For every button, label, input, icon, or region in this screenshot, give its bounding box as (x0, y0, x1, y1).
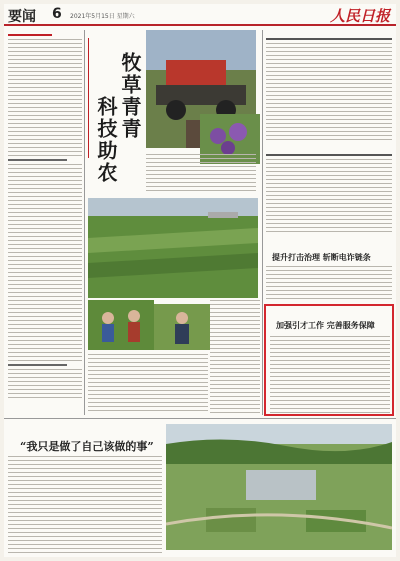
right-feature-text (210, 300, 260, 416)
farmer-photo (154, 304, 210, 350)
bottom-story-text (8, 456, 162, 556)
farmers-harvest-art (88, 300, 154, 350)
newspaper-page (4, 4, 396, 557)
page-number: 6 (52, 6, 62, 22)
boxed-article-text (270, 336, 390, 416)
masthead (4, 4, 396, 26)
column-divider-right (262, 30, 263, 415)
dateline: 2021年5月15日 星期六 (70, 13, 135, 20)
farmers-harvest-photo (88, 300, 154, 350)
green-field-art (88, 198, 258, 298)
feature-title-line2: 科技助农 (94, 96, 118, 184)
right-column-text-3 (266, 266, 392, 302)
green-field-photo (88, 198, 258, 298)
right-headline-1: 提升打击治理 斩断电诈链条 (272, 252, 371, 262)
newspaper-logo: 人民日报 (329, 7, 390, 25)
right-column-text-1 (266, 38, 392, 143)
section-name: 要闻 (8, 9, 36, 25)
bottom-headline: “我只是做了自己该做的事” (20, 440, 154, 453)
farmer-photo-art (154, 304, 210, 350)
horizontal-divider (4, 418, 396, 419)
column-divider (84, 30, 85, 415)
aerial-village-photo (166, 424, 392, 550)
feature-subtitle (88, 38, 96, 161)
boxed-headline: 加强引才工作 完善服务保障 (276, 320, 375, 330)
right-column-text-2 (266, 154, 392, 235)
feature-caption-text (88, 354, 208, 414)
aerial-village-art (166, 424, 392, 550)
feature-body-text (146, 154, 256, 194)
left-column-text (8, 34, 82, 401)
feature-title-line1: 牧草青青 (118, 52, 142, 140)
highlighted-article-box (264, 304, 394, 416)
